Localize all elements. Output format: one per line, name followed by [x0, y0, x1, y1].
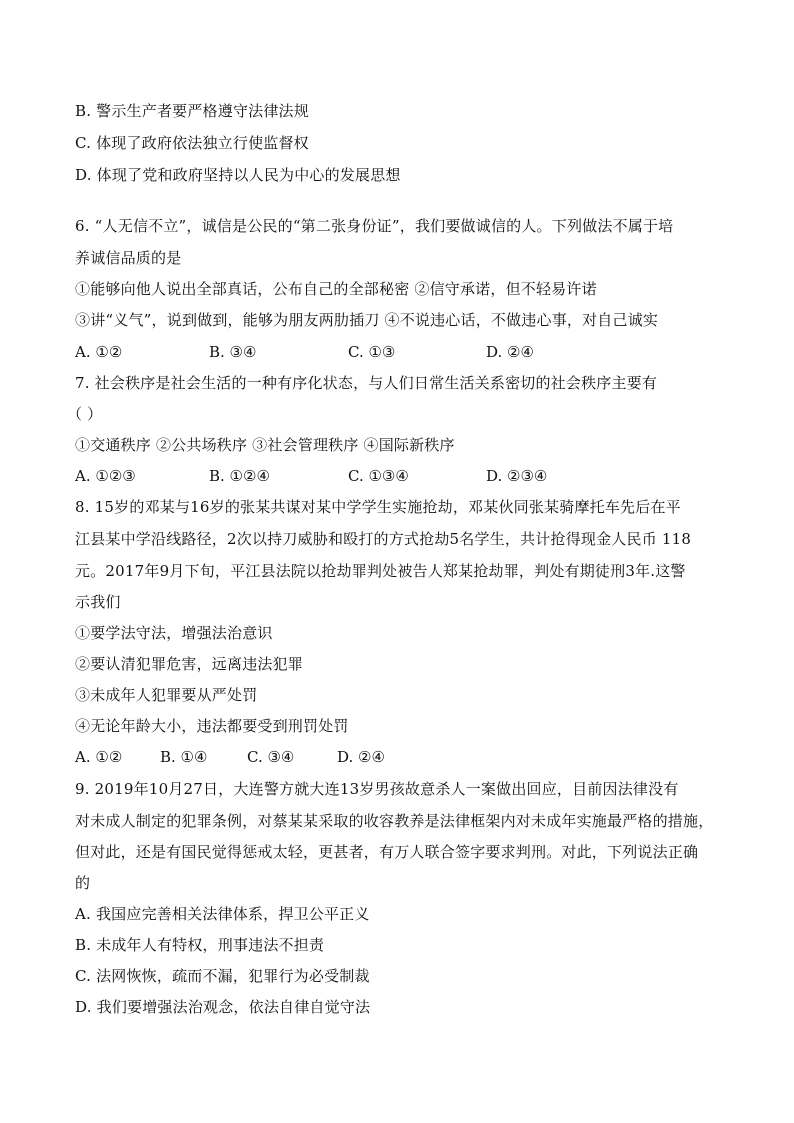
q9-stem-line4: 的 [75, 874, 91, 892]
q8-item-4: ④无论年龄大小，违法都要受到刑罚处罚 [75, 717, 349, 735]
q7-option-a: A. ①②③ [75, 467, 136, 485]
q6-item-line1: ①能够向他人说出全部真话，公布自己的全部秘密 ②信守承诺，但不轻易许诺 [75, 280, 597, 298]
q9-option-a: A. 我国应完善相关法律体系，捍卫公平正义 [75, 905, 370, 923]
q8-stem-line2: 江县某中学沿线路径，2次以持刀威胁和殴打的方式抢劫5名学生，共计抢得现金人民币 118 [75, 530, 692, 548]
q7-stem-line2: （ ） [67, 405, 103, 423]
q9-option-d: D. 我们要增强法治观念，依法自律自觉守法 [75, 998, 371, 1016]
q9-option-b: B. 未成年人有特权，刑事违法不担责 [75, 936, 325, 954]
q9-option-c: C. 法网恢恢，疏而不漏，犯罪行为必受制裁 [75, 967, 370, 985]
q5-option-d: D. 体现了党和政府坚持以人民为中心的发展思想 [75, 166, 401, 184]
q8-option-c: C. ③④ [247, 748, 295, 766]
q8-option-d: D. ②④ [337, 748, 385, 766]
q6-option-b: B. ③④ [209, 343, 257, 361]
q8-stem-line4: 示我们 [75, 593, 121, 611]
q8-item-3: ③未成年人犯罪要从严处罚 [75, 686, 258, 704]
q9-stem-line3: 但对此，还是有国民觉得惩戒太轻，更甚者，有万人联合签字要求判刑。对此，下列说法正确 [75, 843, 699, 861]
q8-stem-line3: 元。2017年9月下旬，平江县法院以抢劫罪判处被告人郑某抢劫罪，判处有期徒刑3年.这警 [75, 562, 686, 580]
q9-stem-line1: 9. 2019年10月27日，大连警方就大连13岁男孩故意杀人一案做出回应，目前因法律没有 [75, 780, 679, 798]
q9-stem-line2: 对未成人制定的犯罪条例，对蔡某某采取的收容教养是法律框架内对未成年实施最严格的措施， [75, 812, 714, 830]
q8-item-1: ①要学法守法，增强法治意识 [75, 624, 273, 642]
q6-option-a: A. ①② [75, 343, 123, 361]
q8-item-2: ②要认清犯罪危害，远离违法犯罪 [75, 655, 304, 673]
q7-option-b: B. ①②④ [209, 467, 270, 485]
q8-stem-line1: 8. 15岁的邓某与16岁的张某共谋对某中学学生实施抢劫，邓某伙同张某骑摩托车先后在平 [75, 498, 681, 516]
q6-item-line2: ③讲“义气”，说到做到，能够为朋友两肋插刀 ④不说违心话，不做违心事，对自己诚实 [75, 311, 659, 329]
q7-stem-line1: 7. 社会秩序是社会生活的一种有序化状态，与人们日常生活关系密切的社会秩序主要有 [75, 374, 658, 392]
q7-items: ①交通秩序 ②公共场秩序 ③社会管理秩序 ④国际新秩序 [75, 436, 455, 454]
q8-option-a: A. ①② [75, 748, 123, 766]
q8-option-b: B. ①④ [160, 748, 208, 766]
q5-option-b: B. 警示生产者要严格遵守法律法规 [75, 102, 309, 120]
q6-option-c: C. ①③ [348, 343, 396, 361]
q7-option-c: C. ①③④ [348, 467, 409, 485]
q7-option-d: D. ②③④ [486, 467, 548, 485]
q5-option-c: C. 体现了政府依法独立行使监督权 [75, 134, 309, 152]
q6-option-d: D. ②④ [486, 343, 534, 361]
q6-stem-line2: 养诚信品质的是 [75, 249, 182, 267]
q6-stem-line1: 6. “人无信不立”，诚信是公民的“第二张身份证”，我们要做诚信的人。下列做法不属于培 [75, 217, 674, 235]
